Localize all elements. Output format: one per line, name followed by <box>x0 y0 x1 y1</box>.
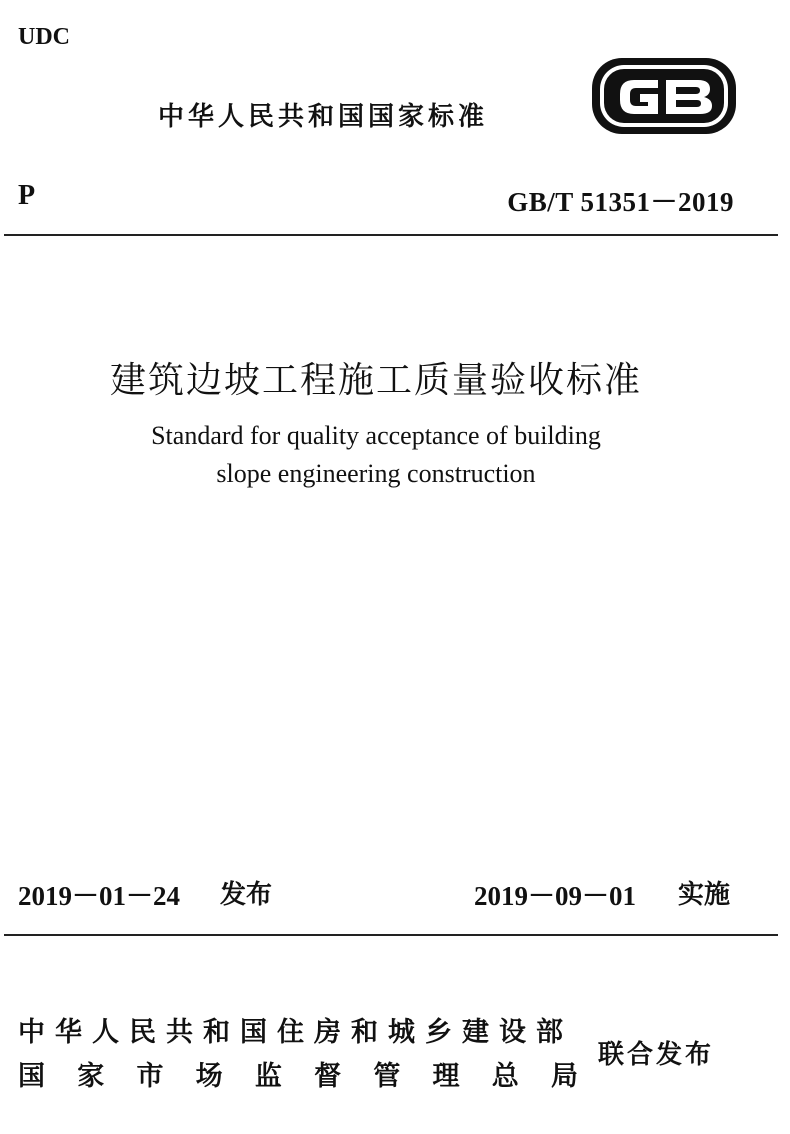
title-english-line2: slope engineering construction <box>216 459 536 488</box>
title-english-line1: Standard for quality acceptance of building <box>151 421 601 450</box>
implementation-label: 实施 <box>678 880 731 910</box>
gb-logo <box>590 56 738 136</box>
top-divider <box>4 234 778 236</box>
joint-issue-label: 联合发布 <box>598 1040 715 1070</box>
issuer-administration: 国 家 市 场 监 督 管 理 总 局 <box>18 1061 578 1092</box>
standard-category: P <box>18 180 36 211</box>
issue-label: 发布 <box>220 880 273 910</box>
issue-date: 2019－01－24 <box>18 881 180 911</box>
national-standard-heading: 中华人民共和国国家标准 <box>158 102 489 132</box>
standard-number: GB/T 51351－2019 <box>507 187 734 217</box>
implementation-date: 2019－09－01 <box>474 881 636 911</box>
issuer-ministry: 中华人民共和国住房和城乡建设部 <box>18 1017 573 1048</box>
bottom-divider <box>4 934 778 936</box>
title-chinese: 建筑边坡工程施工质量验收标准 <box>109 360 642 401</box>
udc-label: UDC <box>18 24 70 50</box>
